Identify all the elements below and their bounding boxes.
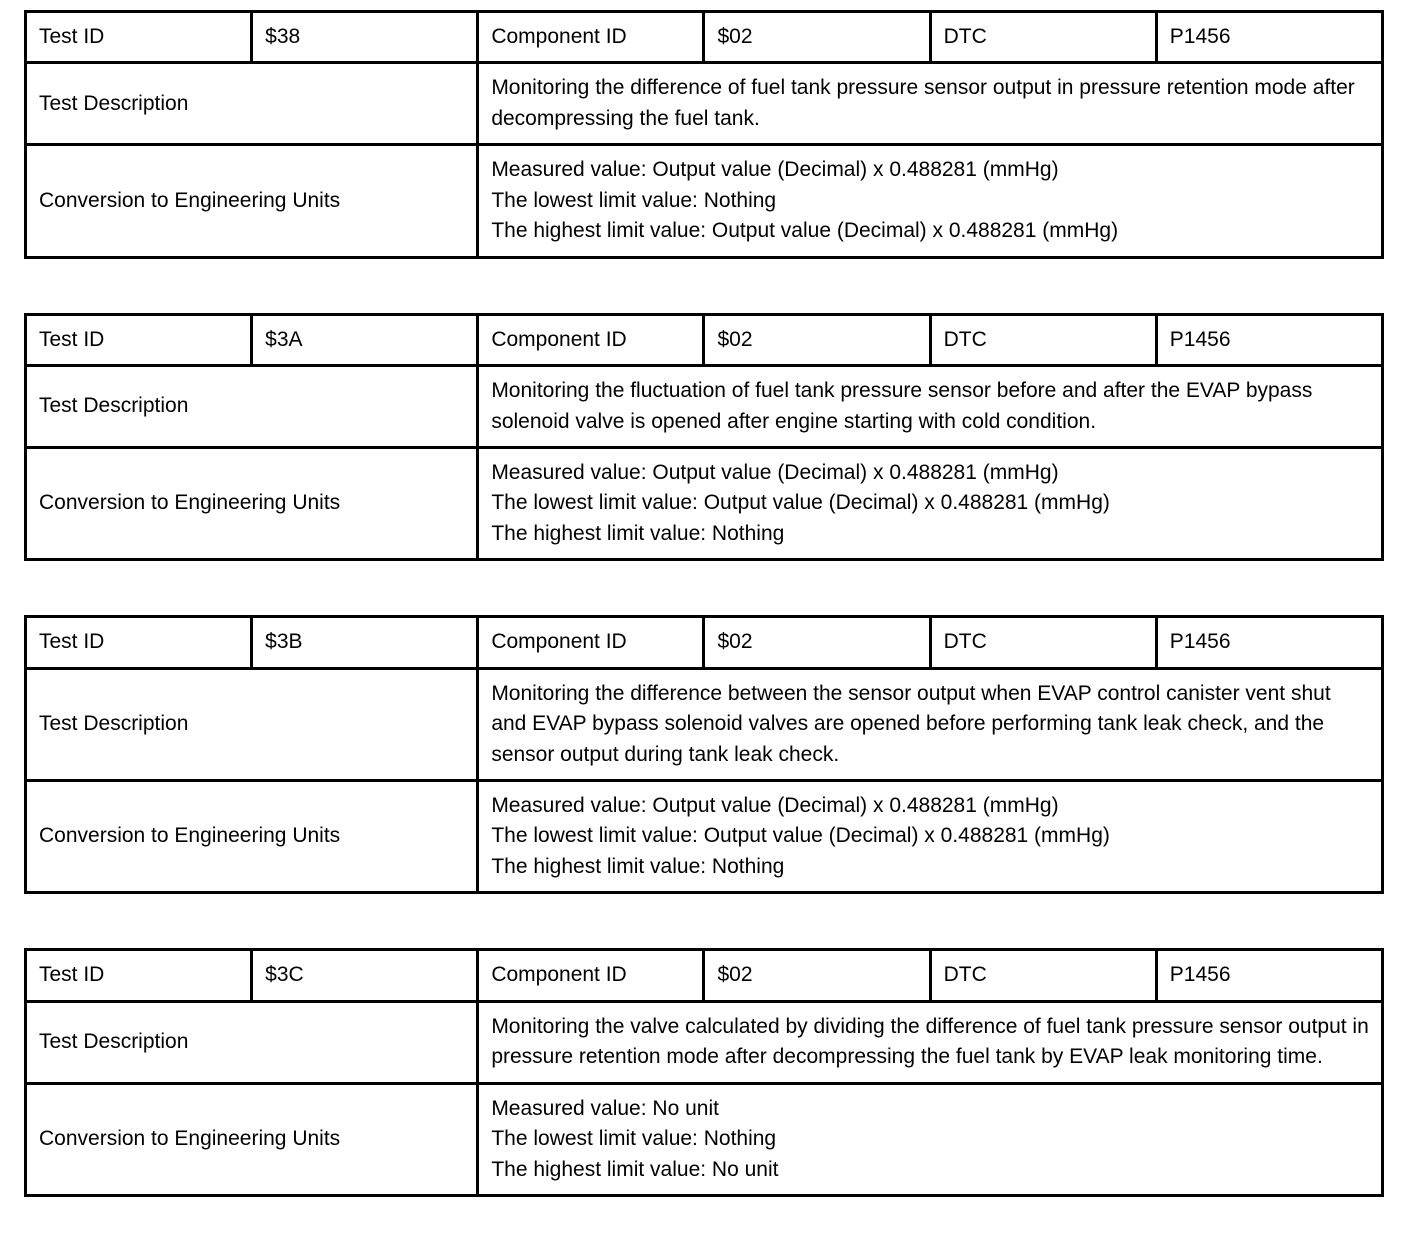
component-id-label: Component ID: [478, 314, 704, 365]
dtc-label: DTC: [930, 617, 1156, 668]
test-description-text: Monitoring the valve calculated by dividing the difference of fuel tank pressure sensor output in pressure retention mode after decompressing the fuel tank by EVAP leak monitoring time.: [478, 1001, 1383, 1083]
component-id-label: Component ID: [478, 950, 704, 1001]
conversion-row: [26, 1083, 1383, 1195]
table-header-row: [26, 617, 1383, 668]
test-id-value: $3C: [252, 950, 478, 1001]
conversion-label: Conversion to Engineering Units: [26, 1083, 478, 1195]
highest-limit-line: The highest limit value: Output value (Decimal) x 0.488281 (mmHg): [491, 219, 1119, 243]
highest-limit-line: The highest limit value: No unit: [491, 1157, 779, 1181]
conversion-row: [26, 145, 1383, 257]
test-description-text: Monitoring the difference between the sensor output when EVAP control canister vent shut and EVAP bypass solenoid valves are opened before performing tank leak check, and the sensor output during tank leak check.: [478, 668, 1383, 780]
test-description-row: [26, 366, 1383, 448]
measured-value-line: Measured value: Output value (Decimal) x 0.488281 (mmHg): [491, 794, 1059, 817]
test-description-row: [26, 63, 1383, 145]
test-description-label: Test Description: [26, 366, 478, 448]
conversion-label: Conversion to Engineering Units: [26, 145, 478, 257]
test-table: [24, 10, 1384, 259]
test-table: [24, 615, 1384, 894]
highest-limit-line: The highest limit value: Nothing: [491, 521, 785, 545]
lowest-limit-line: The lowest limit value: Nothing: [491, 188, 777, 212]
dtc-label: DTC: [930, 950, 1156, 1001]
lowest-limit-line: The lowest limit value: Output value (Decimal) x 0.488281 (mmHg): [491, 824, 1110, 848]
test-description-label: Test Description: [26, 63, 478, 145]
test-id-label: Test ID: [26, 950, 252, 1001]
conversion-text: [478, 781, 1383, 893]
component-id-label: Component ID: [478, 617, 704, 668]
highest-limit-line: The highest limit value: Nothing: [491, 854, 785, 878]
dtc-value: P1456: [1156, 314, 1382, 365]
dtc-label: DTC: [930, 12, 1156, 63]
component-id-value: $02: [704, 314, 930, 365]
test-id-value: $38: [252, 12, 478, 63]
conversion-text: [478, 145, 1383, 257]
component-id-value: $02: [704, 950, 930, 1001]
table-header-row: [26, 950, 1383, 1001]
measured-value-line: Measured value: No unit: [491, 1096, 719, 1120]
measured-value-line: Measured value: Output value (Decimal) x 0.488281 (mmHg): [491, 158, 1059, 182]
test-description-text: Monitoring the difference of fuel tank pressure sensor output in pressure retention mode after decompressing the fuel tank.: [478, 63, 1383, 145]
conversion-text: [478, 447, 1383, 559]
test-id-value: $3A: [252, 314, 478, 365]
table-header-row: [26, 12, 1383, 63]
conversion-label: Conversion to Engineering Units: [26, 447, 478, 559]
test-description-row: [26, 1001, 1383, 1083]
component-id-value: $02: [704, 12, 930, 63]
component-id-value: $02: [704, 617, 930, 668]
dtc-label: DTC: [930, 314, 1156, 365]
lowest-limit-line: The lowest limit value: Nothing: [491, 1127, 777, 1151]
test-id-label: Test ID: [26, 12, 252, 63]
dtc-value: P1456: [1156, 617, 1382, 668]
table-header-row: [26, 314, 1383, 365]
test-description-label: Test Description: [26, 668, 478, 780]
conversion-row: [26, 781, 1383, 893]
test-description-label: Test Description: [26, 1001, 478, 1083]
test-description-row: [26, 668, 1383, 780]
lowest-limit-line: The lowest limit value: Output value (Decimal) x 0.488281 (mmHg): [491, 491, 1110, 515]
test-table: [24, 948, 1384, 1197]
conversion-row: [26, 447, 1383, 559]
measured-value-line: Measured value: Output value (Decimal) x 0.488281 (mmHg): [491, 460, 1059, 484]
dtc-value: P1456: [1156, 12, 1382, 63]
test-id-label: Test ID: [26, 617, 252, 668]
dtc-value: P1456: [1156, 950, 1382, 1001]
component-id-label: Component ID: [478, 12, 704, 63]
test-table: [24, 313, 1384, 562]
test-id-label: Test ID: [26, 314, 252, 365]
conversion-text: [478, 1083, 1383, 1195]
conversion-label: Conversion to Engineering Units: [26, 781, 478, 893]
test-id-value: $3B: [252, 617, 478, 668]
test-description-text: Monitoring the fluctuation of fuel tank pressure sensor before and after the EVAP bypass solenoid valve is opened after engine starting with cold condition.: [478, 366, 1383, 448]
